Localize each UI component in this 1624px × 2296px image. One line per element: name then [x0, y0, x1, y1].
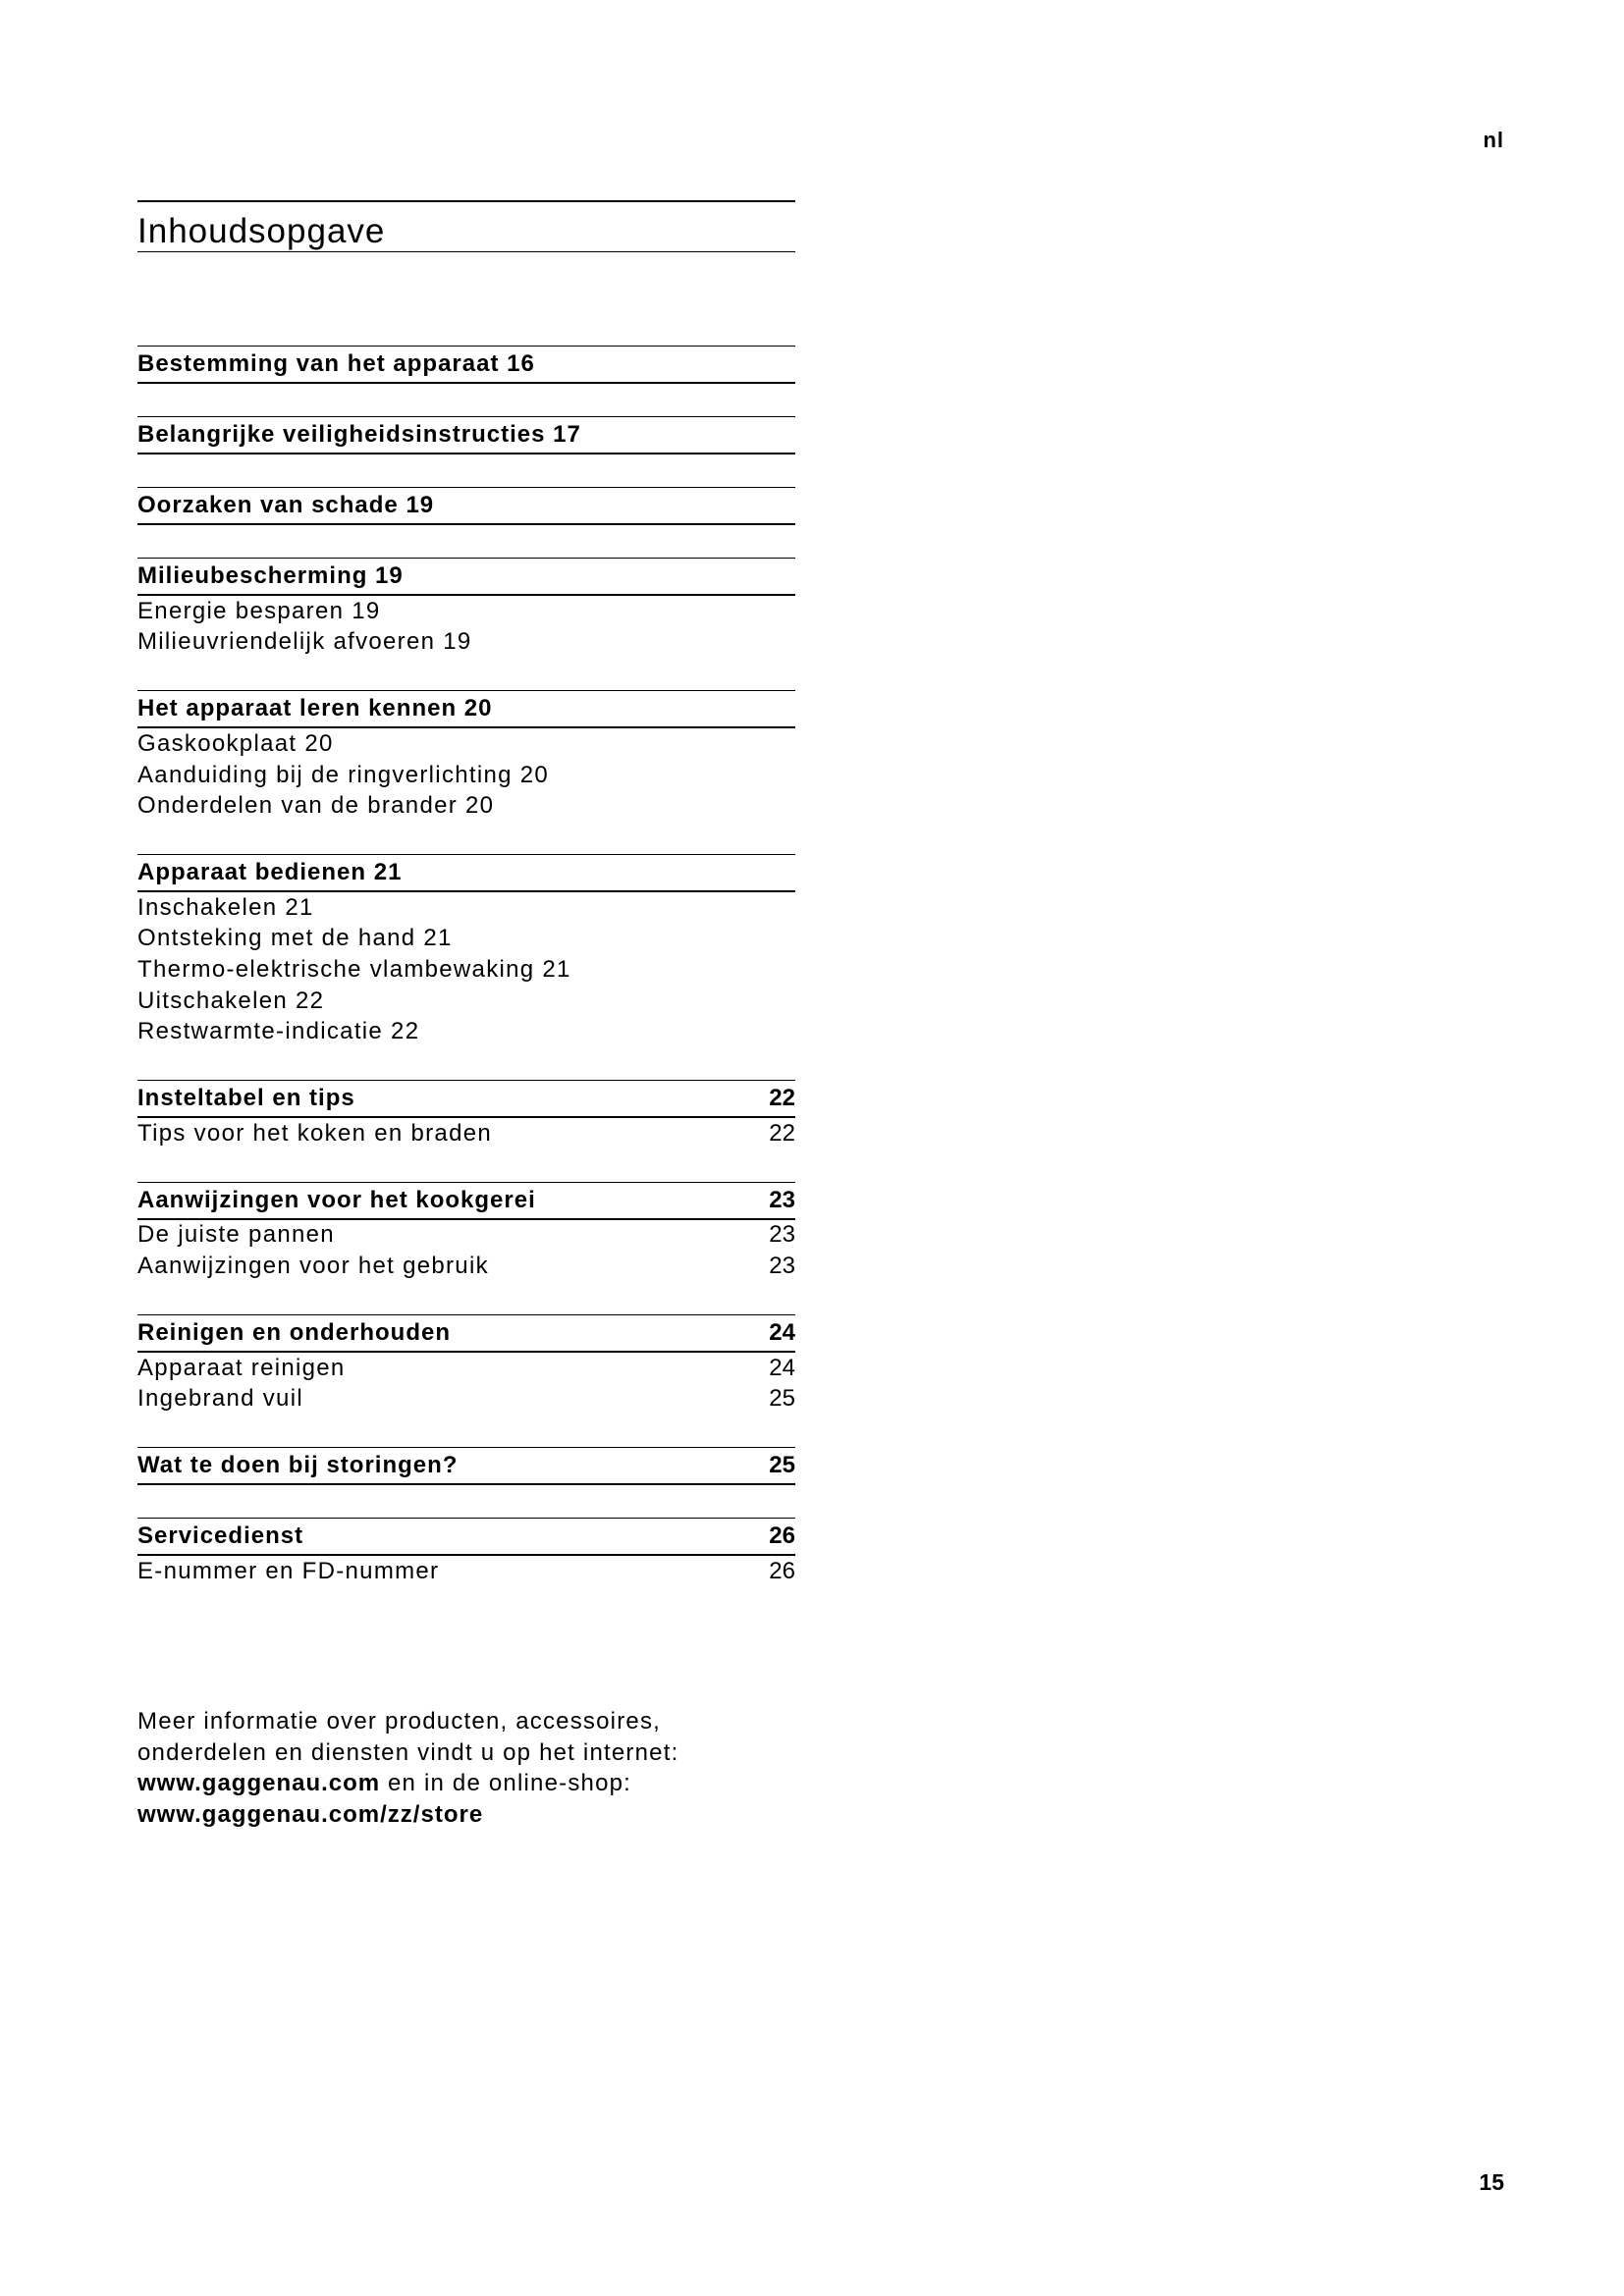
toc-heading[interactable]	[137, 487, 795, 525]
toc-entry-page: 24	[769, 1354, 795, 1381]
toc-heading-label: Bestemming van het apparaat 16	[137, 350, 535, 377]
toc-heading-label: Apparaat bedienen 21	[137, 858, 403, 885]
toc-entry[interactable]	[137, 1251, 795, 1282]
page-title: Inhoudsopgave	[137, 212, 386, 250]
toc-entry-page: 26	[769, 1557, 795, 1584]
toc-heading-label: Milieubescherming 19	[137, 562, 404, 589]
toc-heading-label: Reinigen en onderhouden	[137, 1318, 452, 1346]
toc-heading[interactable]	[137, 1314, 795, 1353]
page-number: 15	[1479, 2169, 1504, 2195]
toc-heading-label: Aanwijzingen voor het kookgerei	[137, 1186, 536, 1213]
toc-entry-label: Onderdelen van de brander 20	[137, 792, 495, 820]
toc-entry-label: De juiste pannen	[137, 1221, 335, 1249]
toc-heading[interactable]	[137, 1080, 795, 1118]
toc-section	[137, 1447, 795, 1485]
toc-heading[interactable]	[137, 1518, 795, 1556]
info-line-2: onderdelen en diensten vindt u op het internet:	[137, 1738, 679, 1766]
title-block	[137, 200, 795, 252]
toc-entry-label: Gaskookplaat 20	[137, 729, 334, 757]
toc-entry[interactable]	[137, 760, 795, 791]
toc-entry[interactable]	[137, 892, 795, 924]
toc-section	[137, 1182, 795, 1282]
table-of-contents	[137, 346, 795, 1620]
toc-heading-label: Oorzaken van schade 19	[137, 492, 435, 518]
toc-entry-label: Inschakelen 21	[137, 893, 314, 921]
info-line-3-text: en in de online-shop:	[380, 1770, 632, 1796]
toc-heading[interactable]	[137, 346, 795, 384]
toc-heading[interactable]	[137, 558, 795, 596]
toc-heading-page: 26	[769, 1522, 795, 1549]
toc-entry[interactable]	[137, 790, 795, 822]
toc-section	[137, 1314, 795, 1415]
toc-entry-label: Uitschakelen 22	[137, 987, 325, 1014]
toc-entry-label: Ingebrand vuil	[137, 1385, 303, 1413]
toc-heading-label: Belangrijke veiligheidsinstructies 17	[137, 421, 581, 448]
toc-entry[interactable]	[137, 1383, 795, 1415]
toc-entry-label: Thermo-elektrische vlambewaking 21	[137, 955, 571, 983]
language-code: nl	[1483, 128, 1504, 152]
toc-entry-page: 22	[769, 1119, 795, 1147]
toc-entry-label: Apparaat reinigen	[137, 1354, 346, 1381]
more-information-note	[137, 1706, 678, 1830]
website-link[interactable]: www.gaggenau.com	[137, 1770, 381, 1796]
toc-entry-label: Milieuvriendelijk afvoeren 19	[137, 628, 472, 656]
toc-heading-label: Servicedienst	[137, 1522, 304, 1549]
toc-entry[interactable]	[137, 1016, 795, 1047]
toc-entry-label: Ontsteking met de hand 21	[137, 925, 453, 952]
toc-entry[interactable]	[137, 986, 795, 1017]
toc-heading[interactable]	[137, 854, 795, 892]
toc-heading[interactable]	[137, 690, 795, 728]
toc-heading[interactable]	[137, 1182, 795, 1220]
toc-entry[interactable]	[137, 1118, 795, 1149]
toc-entry-label: Aanduiding bij de ringverlichting 20	[137, 761, 550, 788]
toc-heading-label: Insteltabel en tips	[137, 1084, 355, 1111]
toc-section	[137, 854, 795, 1047]
toc-heading[interactable]	[137, 1447, 795, 1485]
toc-entry[interactable]	[137, 1353, 795, 1384]
toc-entry-label: Restwarmte-indicatie 22	[137, 1018, 420, 1045]
toc-entry-page: 23	[769, 1252, 795, 1279]
toc-entry-page: 23	[769, 1221, 795, 1249]
toc-heading-page: 23	[769, 1186, 795, 1213]
toc-entry-page: 25	[769, 1385, 795, 1413]
toc-section	[137, 487, 795, 525]
toc-entry[interactable]	[137, 596, 795, 627]
toc-entry-label: Aanwijzingen voor het gebruik	[137, 1252, 489, 1279]
toc-section	[137, 416, 795, 454]
toc-heading-page: 22	[769, 1084, 795, 1111]
toc-section	[137, 690, 795, 822]
toc-entry-label: E-nummer en FD-nummer	[137, 1557, 440, 1584]
toc-entry[interactable]	[137, 728, 795, 760]
info-line-1: Meer informatie over producten, accessoires,	[137, 1708, 662, 1735]
info-line-3	[137, 1768, 678, 1799]
toc-section	[137, 346, 795, 384]
toc-heading-page: 24	[769, 1318, 795, 1346]
toc-section	[137, 1518, 795, 1587]
toc-heading-label: Wat te doen bij storingen?	[137, 1451, 459, 1478]
toc-entry[interactable]	[137, 1556, 795, 1587]
toc-entry[interactable]	[137, 627, 795, 659]
toc-entry[interactable]	[137, 954, 795, 986]
toc-heading-page: 25	[769, 1451, 795, 1478]
toc-section	[137, 1080, 795, 1149]
toc-entry[interactable]	[137, 924, 795, 955]
toc-heading-label: Het apparaat leren kennen 20	[137, 695, 493, 722]
toc-heading[interactable]	[137, 416, 795, 454]
info-line-4	[137, 1799, 678, 1831]
toc-entry[interactable]	[137, 1220, 795, 1252]
online-shop-link[interactable]: www.gaggenau.com/zz/store	[137, 1800, 484, 1828]
toc-entry-label: Energie besparen 19	[137, 597, 381, 624]
toc-section	[137, 558, 795, 658]
toc-entry-label: Tips voor het koken en braden	[137, 1119, 493, 1147]
